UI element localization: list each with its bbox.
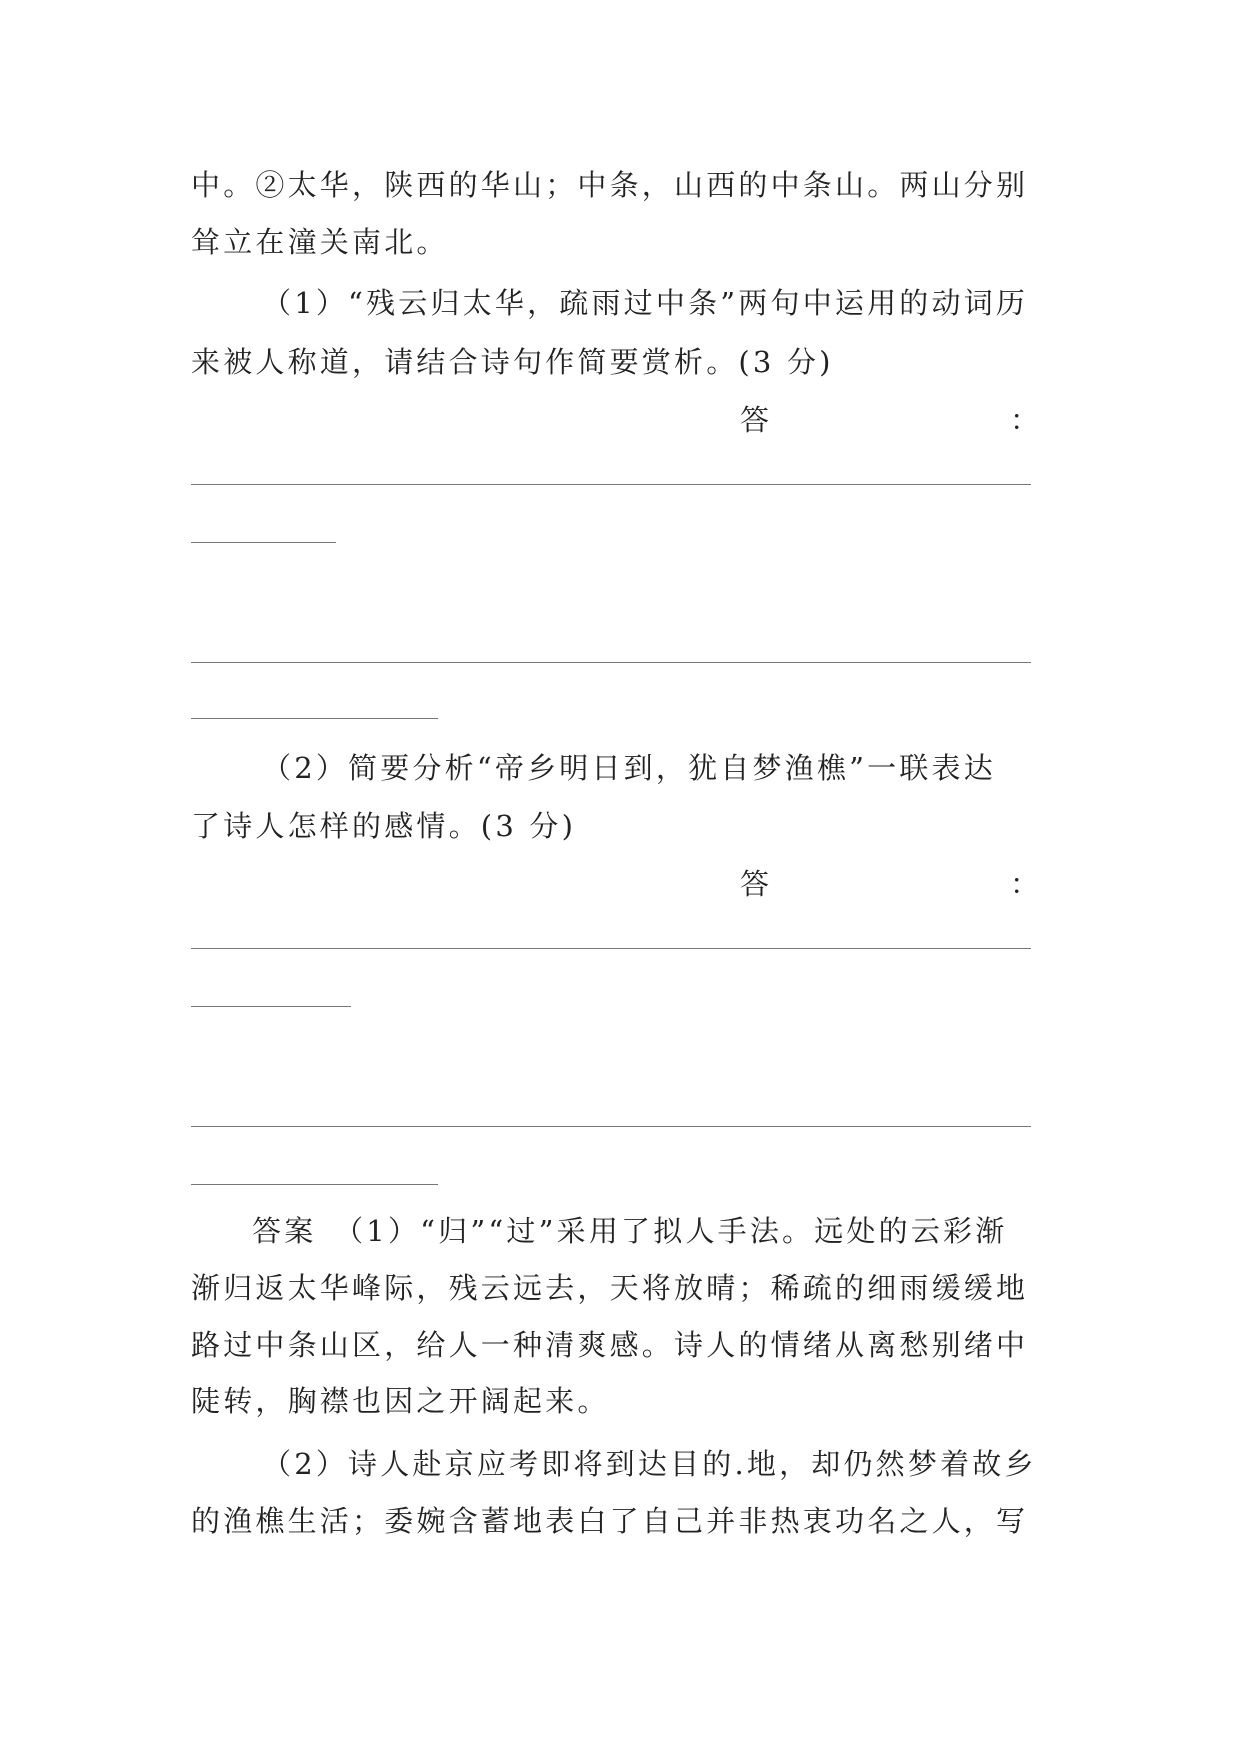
answer-line[interactable] (191, 662, 1031, 663)
text-line: 陡转，胸襟也因之开阔起来。 (191, 1384, 610, 1418)
answer-label: 答 (740, 867, 770, 901)
text-line: 中。②太华，陕西的华山；中条，山西的中条山。两山分别 (191, 168, 1029, 202)
question-2: （2）简要分析“帝乡明日到，犹自梦渔樵”一联表达 (262, 751, 996, 785)
answer-line[interactable] (191, 1006, 351, 1007)
answer-line[interactable] (191, 1126, 1031, 1127)
answer-text: 答案 （1）“归”“过”采用了拟人手法。远处的云彩渐 (252, 1214, 1008, 1248)
answer-line[interactable] (191, 484, 1031, 485)
text-line: 的渔樵生活；委婉含蓄地表白了自己并非热衷功名之人，写 (191, 1504, 1029, 1538)
text-line: 渐归返太华峰际，残云远去，天将放晴；稀疏的细雨缓缓地 (191, 1271, 1029, 1305)
answer-text: （2）诗人赴京应考即将到达目的.地，却仍然梦着故乡 (262, 1447, 1037, 1481)
answer-line[interactable] (191, 948, 1031, 949)
answer-line[interactable] (191, 1184, 438, 1185)
text-line: 耸立在潼关南北。 (191, 225, 449, 259)
answer-line[interactable] (191, 718, 438, 719)
text-line: 路过中条山区，给人一种清爽感。诗人的情绪从离愁别绪中 (191, 1328, 1029, 1362)
text-line: 了诗人怎样的感情。(3 分) (191, 809, 577, 843)
answer-label: 答 (740, 403, 770, 437)
answer-colon: ： (1010, 867, 1040, 901)
text-line: 来被人称道，请结合诗句作简要赏析。(3 分) (191, 345, 834, 379)
question-1: （1）“残云归太华，疏雨过中条”两句中运用的动词历 (262, 286, 1029, 320)
answer-colon: ： (1010, 403, 1040, 437)
answer-line[interactable] (191, 542, 336, 543)
